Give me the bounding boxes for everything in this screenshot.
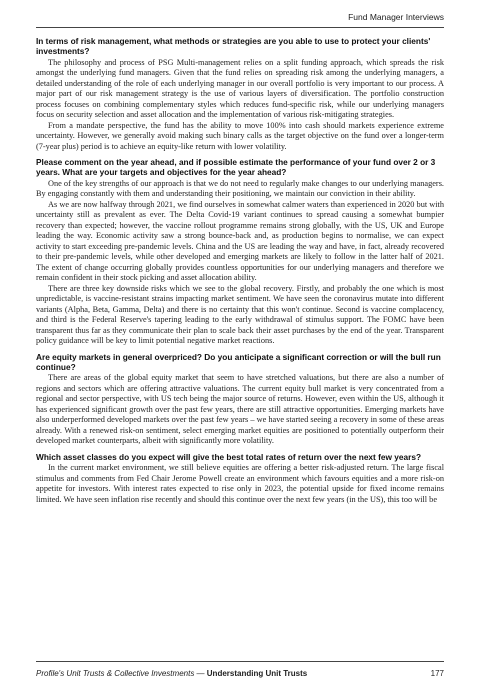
footer-rule [36, 661, 444, 662]
footer-separator: — [194, 669, 207, 678]
interview-question: In terms of risk management, what methods or strategies are you able to use to protect your clients' investments? [36, 36, 431, 57]
page-number: 177 [430, 669, 444, 678]
interview-section [36, 352, 444, 447]
answer-paragraph: In the current market environment, we still believe equities are offering a better risk-adjusted return. The large fiscal stimulus and comments from Fed Chair Jerome Powell create an environment which favours equities and a more risk-on appetite for investors. With interest rates expected to rise only in 2023, the potential upside for fixed income remains limited. We have seen inflation rise recently and should this continue over the next few years (in the US), this too will be [36, 463, 444, 504]
answer-paragraph: As we are now halfway through 2021, we find ourselves in somewhat calmer waters than experienced in 2020 but with uncertainty still as prevalent as ever. The Delta Covid-19 variant continues to spread causing a somewhat bumpier recovery than expected; however, the vaccine rollout programme remains strong globally, with the US, UK and Europe leading the way. Economic activity saw a strong bounce-back and, as production begins to normalise, we can expect activity to start exceeding pre-pandemic levels. China and the US are leading the way and have, in fact, already recovered to their pre-pandemic levels, while other developed and emerging markets are likely to follow in the latter half of 2021. The extent of change occurring globally provides countless opportunities for our underlying managers and therefore we remain confident in their stock picking and asset allocation ability. [36, 199, 444, 283]
footer-publication-line [36, 669, 307, 678]
answer-paragraph: From a mandate perspective, the fund has the ability to move 100% into cash should markets experience extreme uncertainty. However, we generally avoid making such binary calls as the target objective on the fund over a longer-term (7-year plus) period is to achieve an equity-like return with lower volatility. [36, 120, 444, 151]
answer-paragraph: The philosophy and process of PSG Multi-management relies on a split funding approach, which spreads the risk amongst the underlying fund managers. Given that the fund relies on spreading risk among the underlying managers, a detailed understanding of the role of each underlying manager in our overall portfolio is very important to our process. A major part of our risk management strategy is the use of various layers of diversification. The portfolio construction process focuses on combining complementary styles which reduces fund-specific risk, while our underlying managers focus on security selection and asset allocation and the implementation of various risk-mitigating strategies. [36, 57, 444, 120]
article-body [36, 36, 444, 510]
header-rule [36, 27, 444, 28]
interview-question: Please comment on the year ahead, and if possible estimate the performance of your fund over 2 or 3 years. What are your targets and objectives for the year ahead? [36, 157, 436, 178]
interview-question: Which asset classes do you expect will give the best total rates of return over the next few years? [36, 451, 422, 462]
answer-paragraph: There are areas of the global equity market that seem to have stretched valuations, but there are also a number of regions and sectors which are offering attractive valuations. The current equity bull market is very concentrated from a regional and sector perspective, with US tech being the major source of returns. However, even within the US, although it has experienced significant growth over the past few years, there are still attractive opportunities. Emerging markets have also underperformed developed markets over the past few years – we have started seeing a recovery in some of these areas already. With a renewed risk-on sentiment, select emerging market equities are positioned to potentially outperform their developed market counterparts, albeit with significantly more volatility. [36, 373, 444, 446]
interview-section [36, 36, 444, 152]
interview-section [36, 157, 444, 347]
answer-paragraph: One of the key strengths of our approach is that we do not need to regularly make changes to our underlying managers. By engaging constantly with them and understanding their positioning, we maintain our conviction in their ability. [36, 178, 444, 199]
book-title: Understanding Unit Trusts [206, 669, 308, 678]
publication-name: Profile's Unit Trusts & Collective Investments [36, 669, 195, 678]
page-header [36, 12, 444, 26]
interview-question: Are equity markets in general overpriced? Do you anticipate a significant correction or will the bull run continue? [36, 351, 441, 372]
interview-section [36, 452, 444, 505]
running-header-title: Fund Manager Interviews [348, 12, 444, 22]
answer-paragraph: There are three key downside risks which we see to the global recovery. Firstly, and probably the one which is most unpredictable, is vaccine-resistant strains impacting market sentiment. We have seen the coronavirus mutate into different variants (Alpha, Beta, Gamma, Delta) and there is no certainty that this won't continue. Second is vaccine complacency, and third is the Federal Reserve's tapering leading to the early withdrawal of stimulus support. The FOMC have been transparent thus far as they communicate their plan to scale back their asset purchases by the end of the year. Transparent policy guidance will be key to limit potential negative market reactions. [36, 283, 444, 346]
